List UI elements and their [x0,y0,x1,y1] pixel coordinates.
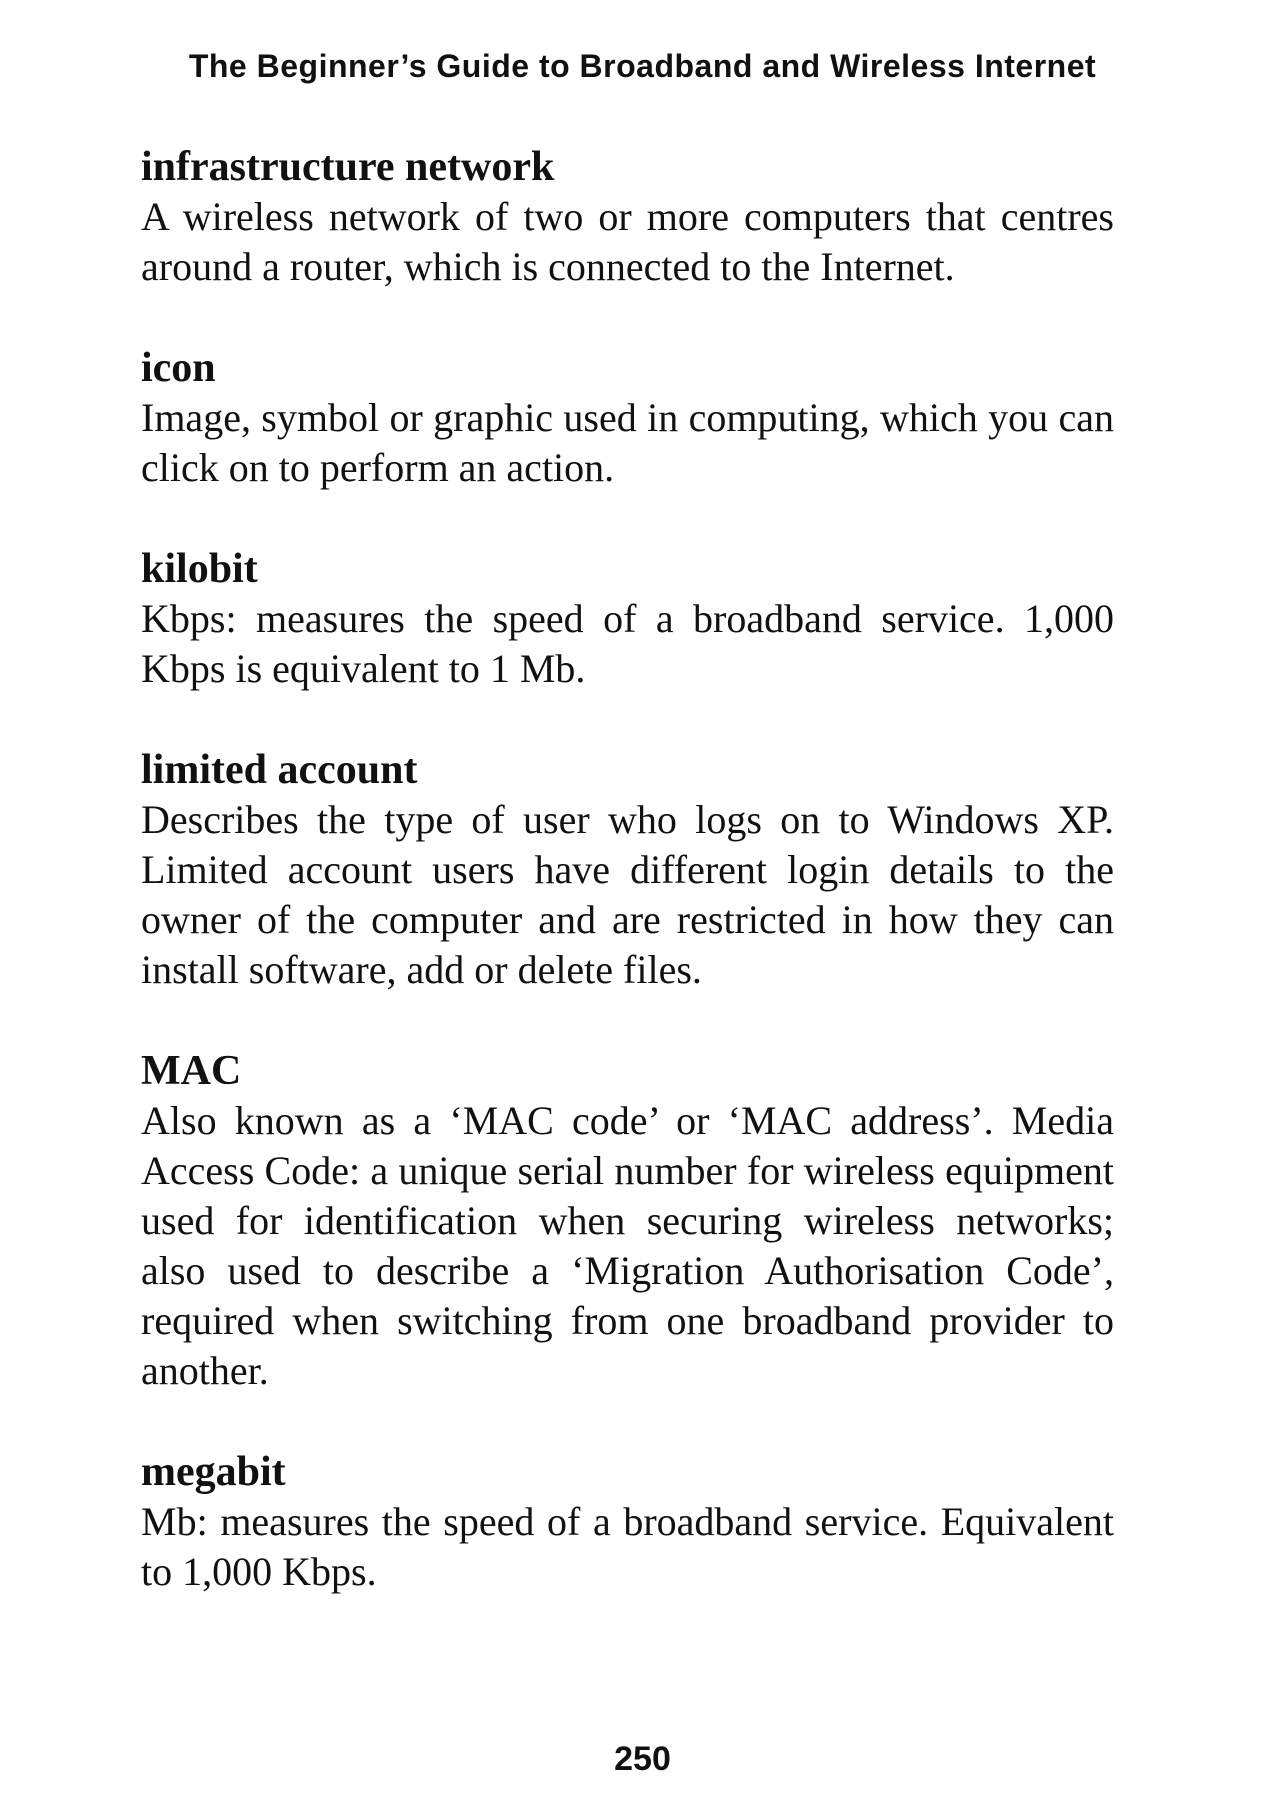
glossary-definition: Kbps: measures the speed of a broadband service. 1,000 Kbps is equivalent to 1 Mb. [141,596,1114,691]
glossary-definition: A wireless network of two or more computers that centres around a router, which is connected to the Internet. [141,194,1114,289]
glossary-term: icon [141,345,216,391]
glossary-entry-megabit [141,1447,1114,1597]
glossary-entry-kilobit [141,544,1114,694]
glossary-definition: Mb: measures the speed of a broadband service. Equivalent to 1,000 Kbps. [141,1499,1114,1594]
glossary-term: kilobit [141,546,258,592]
glossary-list [141,142,1114,1648]
running-head-title: The Beginner’s Guide to Broadband and Wireless Internet [188,48,1097,84]
glossary-entry-limited-account [141,745,1114,995]
glossary-entry-infrastructure-network [141,142,1114,292]
glossary-term: megabit [141,1449,286,1495]
glossary-definition: Describes the type of user who logs on to Windows XP. Limited account users have different login details to the owner of the computer and are restricted in how they can install software, add or delete files. [141,797,1114,992]
glossary-definition: Image, symbol or graphic used in computing, which you can click on to perform an action. [141,395,1114,490]
glossary-entry-mac [141,1046,1114,1396]
page-number: 250 [614,1740,671,1778]
glossary-definition: Also known as a ‘MAC code’ or ‘MAC address’. Media Access Code: a unique serial number for wireless equipment used for identification when securing wireless networks; also used to describe a ‘Migration Authorisation Code’, required when switching from one broadband provider to another. [141,1098,1114,1393]
glossary-term: MAC [141,1048,242,1094]
glossary-entry-icon [141,343,1114,493]
glossary-term: limited account [141,747,418,793]
glossary-term: infrastructure network [141,144,555,190]
